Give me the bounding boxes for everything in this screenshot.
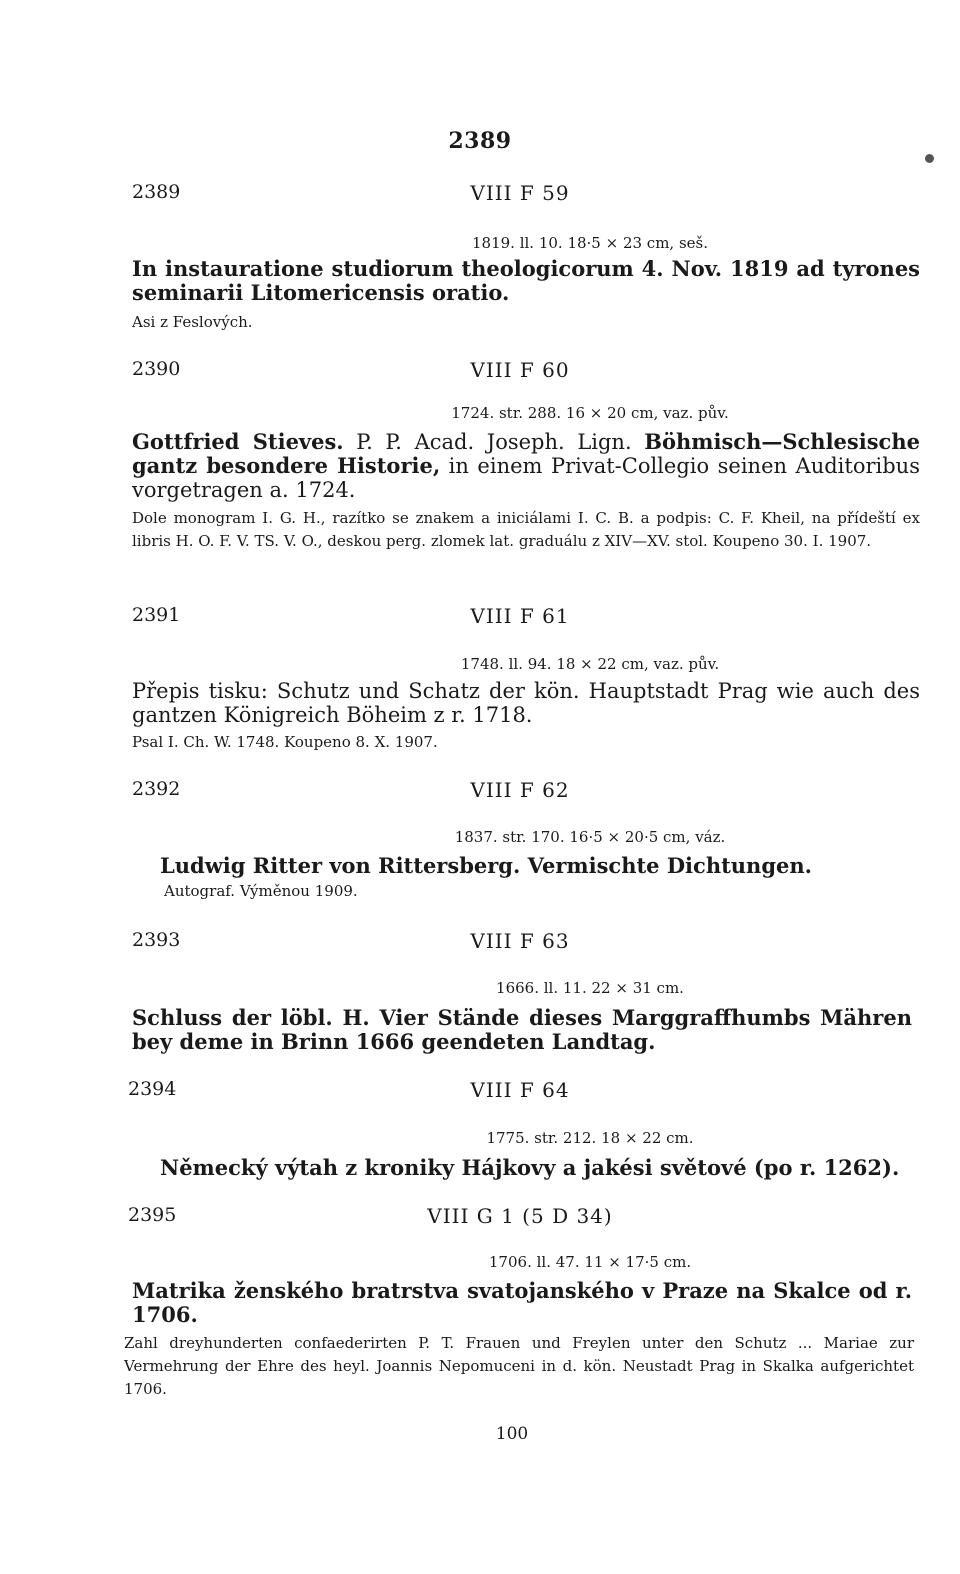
physical-description: 1666. ll. 11. 22 × 31 cm. [496,979,684,997]
ink-spot [925,154,934,163]
entry-title [132,430,920,502]
title-bold: Matrika ženského bratrstva svatojanského v Praze na Skalce od r. 1706. [132,1278,912,1327]
title-affiliation: P. P. Acad. Joseph. Lign. [356,430,632,454]
entry-number: 2395 [128,1204,177,1226]
entry-note: Asi z Feslových. [132,313,253,331]
entry-number: 2393 [132,929,181,951]
physical-description: 1748. ll. 94. 18 × 22 cm, vaz. pův. [460,655,720,673]
entry-note: Zahl dreyhunderten confaederirten P. T. Frauen und Freylen unter den Schutz ... Mariae zur Vermehrung der Ehre des heyl. Joannis Nepomuceni in d. kön. Neustadt Prag in Skalka aufgerichtet 1706. [124,1334,914,1398]
shelfmark: VIII F 61 [470,604,570,628]
entry-title [132,257,920,305]
physical-description: 1819. ll. 10. 18·5 × 23 cm, seš. [471,234,709,252]
title-author: Gottfried Stieves. [132,429,344,454]
entry-number: 2390 [132,358,181,380]
page-number: 100 [495,1424,529,1444]
physical-description: 1724. str. 288. 16 × 20 cm, vaz. pův. [451,404,729,422]
shelfmark: VIII F 63 [470,929,570,953]
shelfmark: VIII F 59 [470,181,570,205]
entry-title: Přepis tisku: Schutz und Schatz der kön. Hauptstadt Prag wie auch des gantzen Königreich Böheim z r. 1718. [132,679,920,727]
page-heading: 2389 [448,128,512,154]
entry-note: Psal I. Ch. W. 1748. Koupeno 8. X. 1907. [132,733,438,751]
shelfmark: VIII G 1 (5 D 34) [427,1204,613,1228]
entry-title [160,1156,920,1180]
title-bold: Německý výtah z kroniky Hájkovy a jakési světové (po r. 1262). [160,1155,900,1180]
entry-number: 2392 [132,778,181,800]
entry-note: Dole monogram I. G. H., razítko se znakem a iniciálami I. C. B. a podpis: C. F. Kheil, na přídeští ex libris H. O. F. V. TS. V. O., deskou perg. zlomek lat. graduálu z XIV—XV. stol. Koupeno 30. I. 1907. [132,509,920,550]
entry-number: 2389 [132,181,181,203]
shelfmark: VIII F 64 [470,1078,570,1102]
title-bold: Ludwig Ritter von Rittersberg. Vermischte Dichtungen. [160,853,812,878]
title-bold: In instauratione studiorum theologicorum 4. Nov. 1819 ad tyrones seminarii Litomericensis oratio. [132,256,920,305]
entry-title [132,1006,912,1054]
title-work: Böhmisch—Schlesische gantz besondere Historie, [132,429,920,478]
physical-description: 1837. str. 170. 16·5 × 20·5 cm, váz. [454,828,726,846]
entry-title [132,1279,912,1327]
entry-number: 2391 [132,604,181,626]
entry-number: 2394 [128,1078,177,1100]
physical-description: 1775. str. 212. 18 × 22 cm. [486,1129,694,1147]
title-subtitle: in einem Privat-Collegio seinen Auditoribus vorgetragen a. 1724. [132,454,920,502]
shelfmark: VIII F 62 [470,778,570,802]
entry-title [160,854,920,878]
physical-description: 1706. ll. 47. 11 × 17·5 cm. [488,1253,692,1271]
entry-note: Autograf. Výměnou 1909. [164,882,358,900]
shelfmark: VIII F 60 [470,358,570,382]
title-bold: Schluss der löbl. H. Vier Stände dieses Marggraffhumbs Mähren bey deme in Brinn 1666 geendeten Landtag. [132,1005,912,1054]
